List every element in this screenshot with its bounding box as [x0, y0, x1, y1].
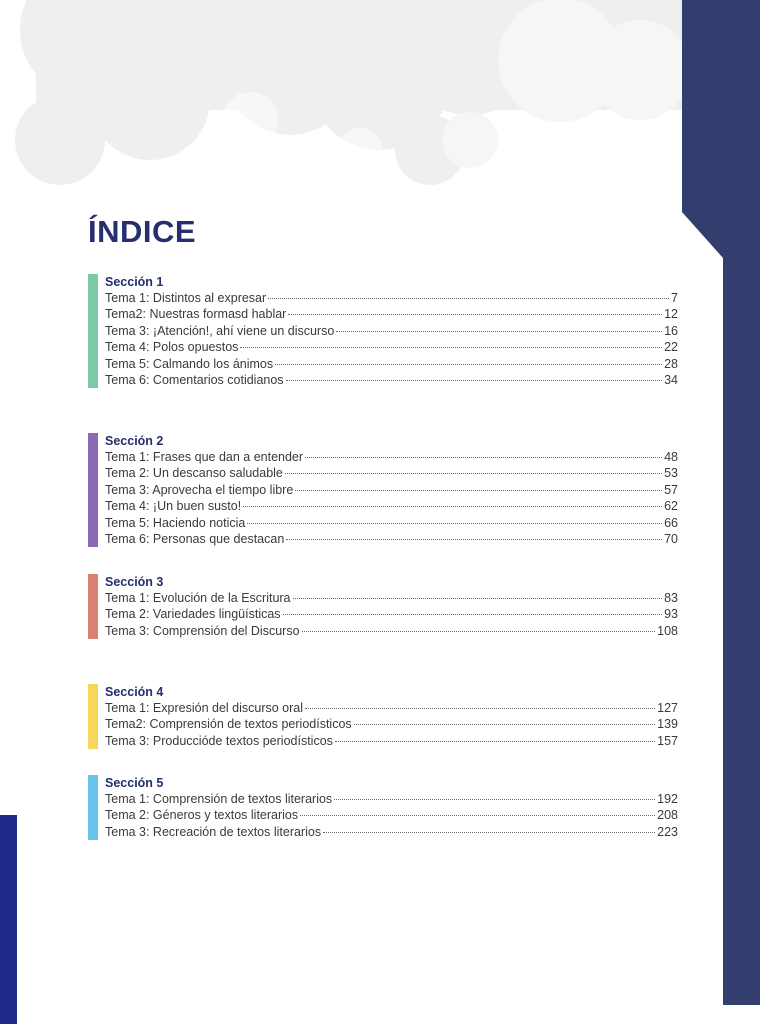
toc-entry-page: 192	[657, 792, 678, 806]
toc-entry[interactable]	[105, 623, 678, 639]
section-5-heading: Sección 5	[105, 776, 164, 790]
toc-entry-label: Tema 4: ¡Un buen susto!	[105, 499, 242, 514]
dot-leader	[334, 799, 655, 800]
section-2	[88, 433, 678, 547]
dot-leader	[293, 598, 663, 599]
dot-leader	[302, 631, 656, 632]
dot-leader	[243, 506, 662, 507]
toc-entry[interactable]	[105, 733, 678, 749]
toc-entry-page: 208	[657, 808, 678, 823]
toc-entry-label: Tema 1: Expresión del discurso oral	[105, 701, 304, 715]
toc-entry[interactable]	[105, 372, 678, 388]
dot-leader	[300, 815, 655, 816]
section-2-color-bar	[88, 433, 98, 547]
toc-entry-page: 223	[657, 824, 678, 839]
section-4-heading: Sección 4	[105, 685, 164, 699]
toc-entry-page: 48	[664, 450, 678, 464]
cloud-background	[0, 0, 777, 230]
toc-entry[interactable]	[105, 465, 678, 481]
dot-leader	[323, 832, 655, 833]
toc-entry[interactable]	[105, 515, 678, 531]
toc-entry[interactable]	[105, 606, 678, 622]
section-4-color-bar	[88, 684, 98, 749]
dot-leader	[286, 539, 662, 540]
toc-entry-page: 57	[664, 482, 678, 497]
dot-leader	[286, 380, 663, 381]
dot-leader	[335, 741, 655, 742]
section-3-heading: Sección 3	[105, 575, 164, 589]
toc-entry-label: Tema 1: Comprensión de textos literarios	[105, 792, 333, 806]
toc-entry-page: 70	[664, 532, 678, 547]
dot-leader	[288, 314, 662, 315]
dot-leader	[285, 473, 662, 474]
toc-entry-page: 157	[657, 733, 678, 748]
dot-leader	[268, 298, 669, 299]
toc-entry-label: Tema 1: Evolución de la Escritura	[105, 591, 291, 605]
dot-leader	[247, 523, 662, 524]
toc-entry-label: Tema 6: Comentarios cotidianos	[105, 373, 284, 388]
section-1-heading: Sección 1	[105, 275, 164, 289]
dot-leader	[295, 490, 662, 491]
toc-entry-label: Tema2: Nuestras formasd hablar	[105, 307, 287, 322]
toc-entry-label: Tema 1: Distintos al expresar	[105, 291, 267, 305]
section-5	[88, 775, 678, 840]
toc-entry[interactable]	[105, 482, 678, 498]
section-4	[88, 684, 678, 749]
toc-entry-label: Tema 3: Recreación de textos literarios	[105, 824, 322, 839]
toc-entry-label: Tema 2: Géneros y textos literarios	[105, 808, 299, 823]
toc-entry-page: 93	[664, 607, 678, 622]
dot-leader	[354, 724, 655, 725]
section-3-color-bar	[88, 574, 98, 639]
toc-entry-label: Tema 3: Produccióde textos periodísticos	[105, 733, 333, 748]
toc-entry-label: Tema 3: ¡Atención!, ahí viene un discurso	[105, 323, 335, 338]
toc-entry[interactable]	[105, 531, 678, 547]
toc-entry-page: 62	[664, 499, 678, 514]
toc-entry-label: Tema 1: Frases que dan a entender	[105, 450, 304, 464]
toc-entry[interactable]	[105, 807, 678, 823]
toc-entry-page: 16	[664, 323, 678, 338]
section-3	[88, 574, 678, 639]
toc-entry-page: 139	[657, 717, 678, 732]
toc-entry[interactable]	[105, 716, 678, 732]
section-1	[88, 274, 678, 388]
toc-entry-page: 7	[671, 291, 678, 305]
section-5-color-bar	[88, 775, 98, 840]
toc-entry-page: 127	[657, 701, 678, 715]
section-2-heading: Sección 2	[105, 434, 164, 448]
toc-entry[interactable]	[105, 339, 678, 355]
toc-entry-page: 12	[664, 307, 678, 322]
toc-entry[interactable]	[105, 700, 678, 716]
dot-leader	[305, 457, 662, 458]
toc-entry[interactable]	[105, 290, 678, 306]
toc-entry-label: Tema 6: Personas que destacan	[105, 532, 285, 547]
toc-entry-label: Tema 3: Comprensión del Discurso	[105, 623, 300, 638]
dot-leader	[336, 331, 662, 332]
toc-entry[interactable]	[105, 824, 678, 840]
dot-leader	[275, 364, 662, 365]
page-title: ÍNDICE	[88, 214, 197, 249]
dot-leader	[305, 708, 655, 709]
toc-entry[interactable]	[105, 323, 678, 339]
left-blue-strip	[0, 815, 17, 1024]
toc-entry[interactable]	[105, 356, 678, 372]
toc-entry[interactable]	[105, 449, 678, 465]
toc-entry-label: Tema 2: Un descanso saludable	[105, 466, 283, 481]
toc-entry-page: 53	[664, 466, 678, 481]
dot-leader	[240, 347, 662, 348]
toc-entry-label: Tema 2: Variedades lingüísticas	[105, 607, 281, 622]
toc-entry-label: Tema 4: Polos opuestos	[105, 340, 239, 355]
toc-entry[interactable]	[105, 498, 678, 514]
section-1-color-bar	[88, 274, 98, 388]
toc-entry-label: Tema 5: Calmando los ánimos	[105, 356, 274, 371]
dot-leader	[283, 614, 663, 615]
toc-entry-page: 108	[657, 623, 678, 638]
toc-entry-page: 83	[664, 591, 678, 605]
toc-entry-label: Tema2: Comprensión de textos periodísticos	[105, 717, 352, 732]
toc-entry-page: 34	[664, 373, 678, 388]
toc-entry-page: 28	[664, 356, 678, 371]
toc-entry-page: 22	[664, 340, 678, 355]
toc-entry[interactable]	[105, 791, 678, 807]
toc-entry-page: 66	[664, 515, 678, 530]
toc-entry[interactable]	[105, 306, 678, 322]
toc-entry-label: Tema 5: Haciendo noticia	[105, 515, 246, 530]
toc-entry[interactable]	[105, 590, 678, 606]
toc-entry-label: Tema 3: Aprovecha el tiempo libre	[105, 482, 294, 497]
